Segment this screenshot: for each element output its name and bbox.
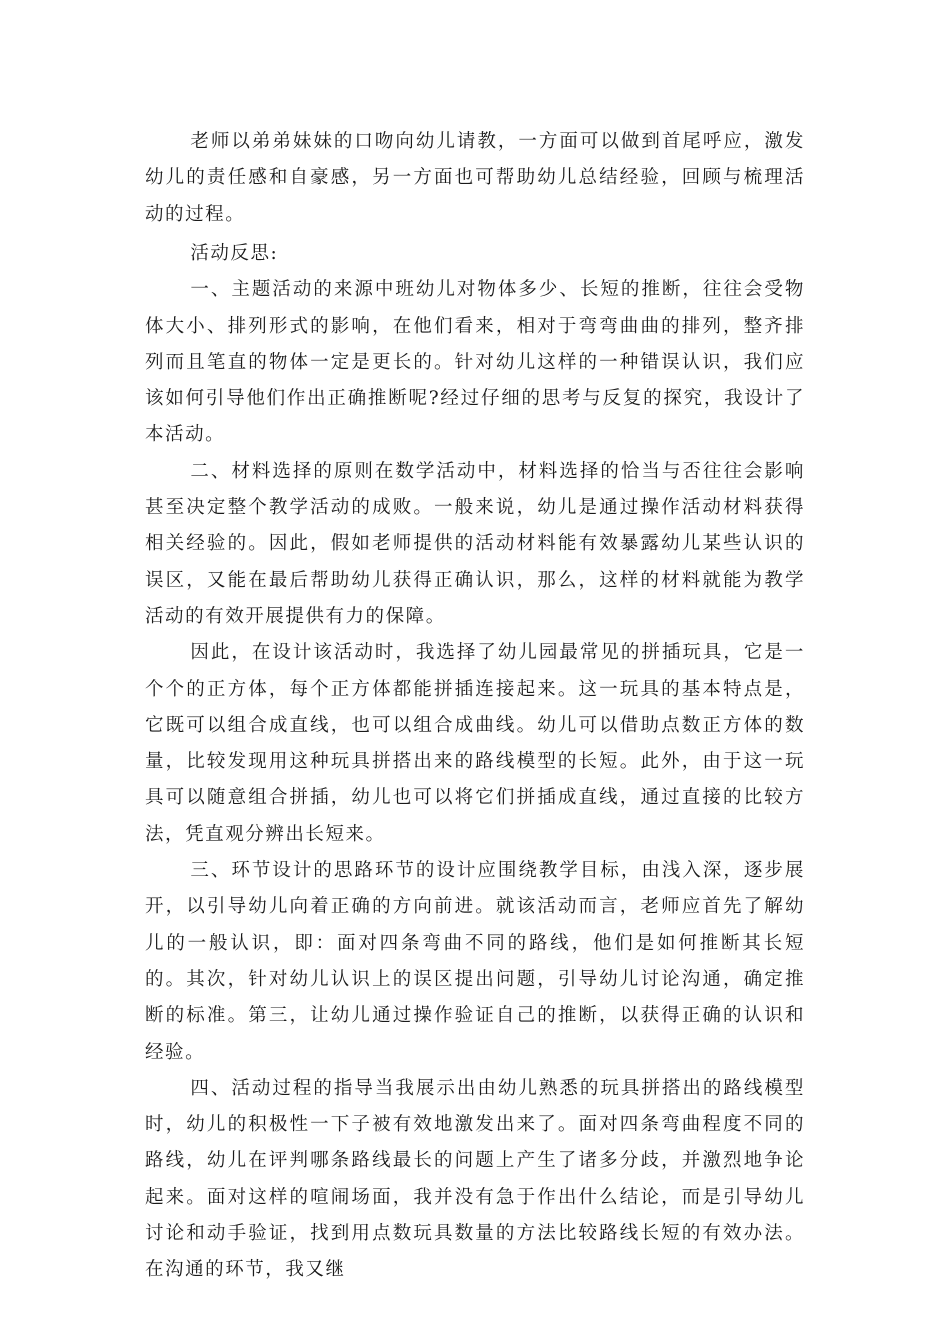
intro-section [145, 124, 805, 233]
paragraph-process-guidance: 四、活动过程的指导当我展示出由幼儿熟悉的玩具拼搭出的路线模型时，幼儿的积极性一下子被有效地激发出来了。面对四条弯曲程度不同的路线，幼儿在评判哪条路线最长的问题上产生了诸多分歧，并激烈地争论起来。面对这样的喧闹场面，我并没有急于作出什么结论，而是引导幼儿讨论和动手验证，找到用点数玩具数量的方法比较路线长短的有效办法。在沟通的环节，我又继 [145, 1077, 805, 1281]
reflection-section [145, 236, 805, 1289]
paragraph-topic-source: 一、主题活动的来源中班幼儿对物体多少、长短的推断，往往会受物体大小、排列形式的影响，在他们看来，相对于弯弯曲曲的排列，整齐排列而且笔直的物体一定是更长的。针对幼儿这样的一种错误认识，我们应该如何引导他们作出正确推断呢?经过仔细的思考与反复的探究，我设计了本活动。 [145, 279, 805, 446]
paragraph-material-selection: 二、材料选择的原则在数学活动中，材料选择的恰当与否往往会影响甚至决定整个教学活动的成败。一般来说，幼儿是通过操作活动材料获得相关经验的。因此，假如老师提供的活动材料能有效暴露幼儿某些认识的误区，又能在最后帮助幼儿获得正确认识，那么，这样的材料就能为教学活动的有效开展提供有力的保障。 [145, 460, 805, 627]
paragraph-toy-choice: 因此，在设计该活动时，我选择了幼儿园最常见的拼插玩具，它是一个个的正方体，每个正方体都能拼插连接起来。这一玩具的基本特点是，它既可以组合成直线，也可以组合成曲线。幼儿可以借助点数正方体的数量，比较发现用这种玩具拼搭出来的路线模型的长短。此外，由于这一玩具可以随意组合拼插，幼儿也可以将它们拼插成直线，通过直接的比较方法，凭直观分辨出长短来。 [145, 642, 805, 845]
intro-paragraph: 老师以弟弟妹妹的口吻向幼儿请教，一方面可以做到首尾呼应，激发幼儿的责任感和自豪感，另一方面也可帮助幼儿总结经验，回顾与梳理活动的过程。 [145, 131, 805, 225]
paragraph-step-design: 三、环节设计的思路环节的设计应围绕教学目标，由浅入深，逐步展开，以引导幼儿向着正确的方向前进。就该活动而言，老师应首先了解幼儿的一般认识，即：面对四条弯曲不同的路线，他们是如何推断其长短的。其次，针对幼儿认识上的误区提出问题，引导幼儿讨论沟通，确定推断的标准。第三，让幼儿通过操作验证自己的推断，以获得正确的认识和经验。 [145, 860, 805, 1063]
section-heading: 活动反思: [190, 243, 279, 264]
